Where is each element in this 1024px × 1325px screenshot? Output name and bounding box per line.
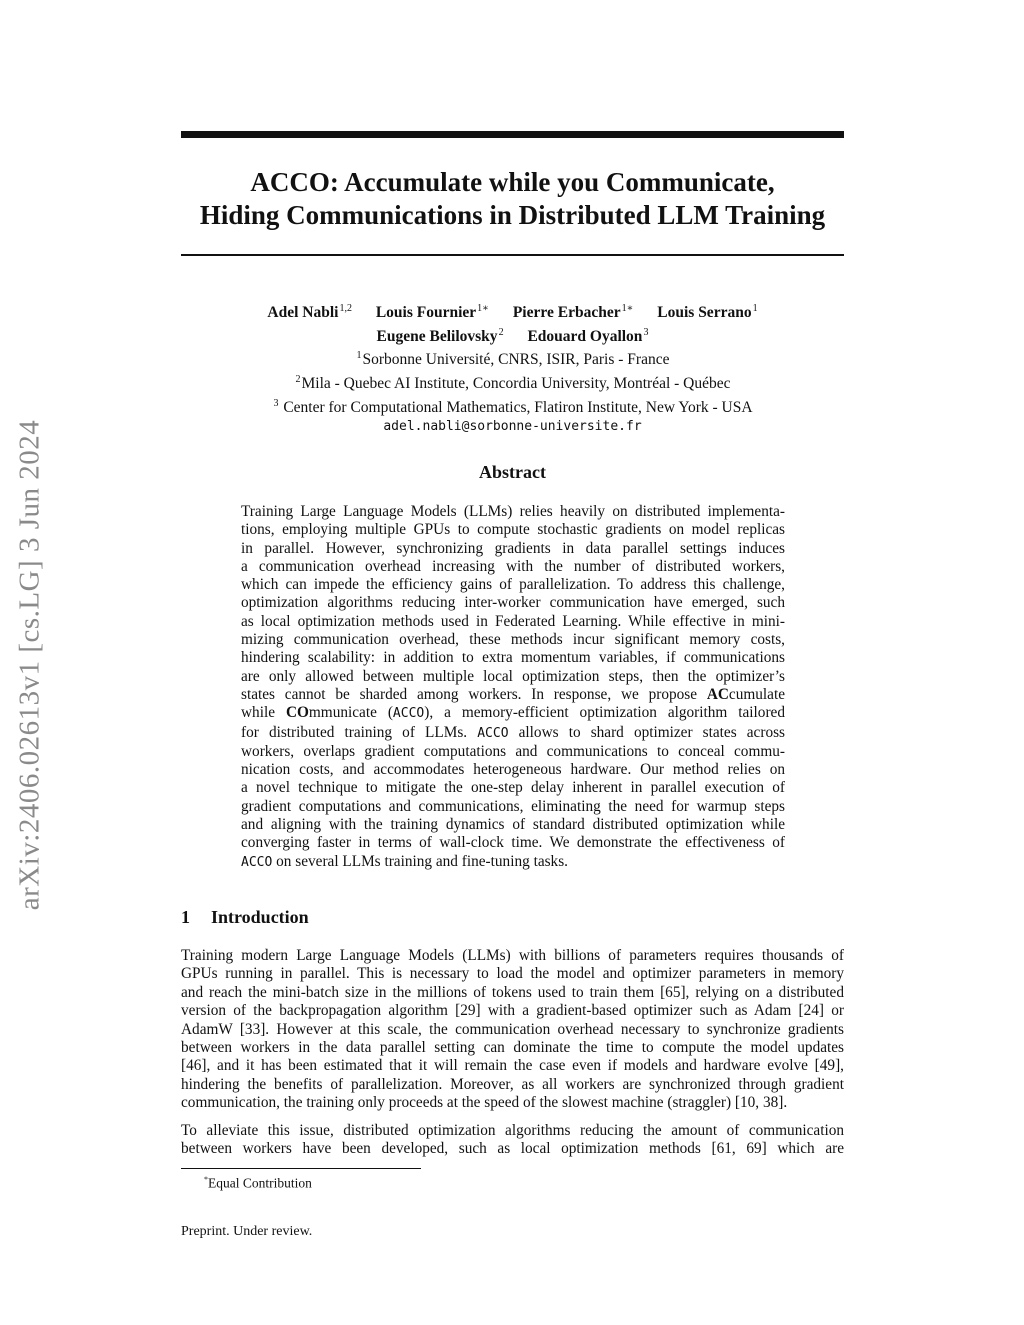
paragraph-line: communication, the training only proceeds at the speed of the slowest machine (straggler) [10, 38].: [181, 1094, 788, 1112]
preprint-notice: Preprint. Under review.: [181, 1224, 313, 1239]
author-email[interactable]: adel.nabli@sorbonne-universite.fr: [383, 419, 642, 435]
abstract-line: in parallel. However, synchronizing gradients in data parallel settings induces: [241, 539, 785, 557]
abstract-heading: Abstract: [479, 462, 546, 482]
author: Louis Serrano$^1$: [657, 303, 758, 322]
abstract-line: optimization algorithms reducing inter-worker communication have emerged, such: [241, 594, 785, 612]
footnote-rule: [181, 1168, 421, 1169]
footnote: *Equal Contribution: [204, 1175, 312, 1191]
affiliation: $^1$Sorbonne Université, CNRS, ISIR, Paris - France: [356, 350, 670, 369]
paragraph-line: [46], and it has been estimated that it will remain the case even if models and hardware evolve [49],: [181, 1057, 844, 1075]
section-number: 1: [181, 907, 190, 927]
author: Pierre Erbacher$^{1∗}$: [512, 303, 634, 322]
paragraph-line: To alleviate this issue, distributed optimization algorithms reducing the amount of communication: [181, 1122, 844, 1139]
abstract-body: [241, 503, 785, 872]
section-heading: [181, 907, 844, 928]
abstract-line: tions, employing multiple GPUs to compute stochastic gradients on model replicas: [241, 521, 785, 539]
affiliation: $^2$Mila - Quebec AI Institute, Concordia University, Montréal - Québec: [295, 373, 731, 393]
affiliation: $^3$ Center for Computational Mathematics, Flatiron Institute, New York - USA: [273, 397, 753, 416]
paragraph-line: GPUs running in parallel. This is necessary to load the model and optimizer parameters in memory: [181, 965, 844, 983]
abstract-line: Training Large Language Models (LLMs) relies heavily on distributed implementa-: [241, 503, 785, 520]
paragraph-line: between workers in the data parallel setting can dominate the time to compute the model updates: [181, 1039, 844, 1057]
abstract-line: a novel technique to mitigate the one-step delay inherent in parallel execution of: [241, 779, 785, 797]
intro-paragraph-2: [181, 1122, 844, 1159]
paper-title: [181, 166, 844, 232]
title-line-1: ACCO: Accumulate while you Communicate,: [250, 167, 775, 197]
abstract-line: states cannot be sharded among workers. In response, we propose ACcumulate: [241, 685, 785, 703]
abstract-line: are only allowed between multiple local optimization steps, then the optimizer’s: [241, 667, 785, 685]
arxiv-stamp: [10, 370, 50, 960]
abstract-line: a communication overhead increasing with the number of distributed workers,: [241, 557, 785, 575]
abstract-line: converging faster in terms of wall-clock time. We demonstrate the effectiveness of: [241, 834, 785, 852]
abstract-line: which can impede the efficiency gains of parallelization. To address this challenge,: [241, 576, 785, 594]
author-line-1: [181, 299, 844, 323]
title-line-2: Hiding Communications in Distributed LLM Training: [199, 200, 826, 230]
author: Louis Fournier$^{1∗}$: [375, 303, 489, 322]
abstract-line: and aligning with the training dynamics of standard distributed optimization while: [241, 816, 785, 834]
author: Edouard Oyallon$^3$: [527, 326, 649, 345]
author: Eugene Belilovsky$^2$: [376, 326, 504, 345]
intro-paragraph-1: [181, 947, 844, 1113]
abstract-line: nication costs, and accommodates heterogeneous hardware. Our method relies on: [241, 761, 785, 779]
abstract-line: ACCO on several LLMs training and fine-tuning tasks.: [241, 852, 568, 870]
author: Adel Nabli$^{1,2}$: [267, 303, 352, 322]
paragraph-line: between workers have been developed, such as local optimization methods [61, 69] which are: [181, 1140, 844, 1158]
paragraph-line: hindering the benefits of parallelization. Moreover, as all workers are synchronized through gradient: [181, 1075, 844, 1093]
abstract-line: hindering scalability: in addition to extra momentum variables, if communications: [241, 649, 785, 667]
abstract-line: workers, overlaps gradient computations and communications to conceal commu-: [241, 742, 785, 760]
arxiv-id: arXiv:2406.02613v1 [cs.LG] 3 Jun 2024: [13, 419, 46, 911]
abstract-line: while COmmunicate (ACCO), a memory-efficient optimization algorithm tailored: [241, 704, 785, 722]
paragraph-line: AdamW [33]. However at this scale, the communication overhead necessary to synchronize gradients: [181, 1020, 844, 1038]
abstract-line: mizing communication overhead, these methods incur significant memory costs,: [241, 631, 785, 649]
abstract-line: for distributed training of LLMs. ACCO allows to shard optimizer states across: [241, 723, 785, 741]
paragraph-line: version of the backpropagation algorithm [29] with a gradient-based optimizer such as Adam [24] or: [181, 1002, 844, 1020]
author-line-2: [181, 323, 844, 347]
paragraph-line: Training modern Large Language Models (LLMs) with billions of parameters requires thousands of: [181, 947, 844, 964]
abstract-line: gradient computations and communications, eliminating the need for warmup steps: [241, 797, 785, 815]
author-block: [181, 299, 844, 437]
paragraph-line: and reach the mini-batch size in the millions of tokens used to train them [65], relying on a distributed: [181, 983, 844, 1001]
title-rule-bottom: [181, 254, 844, 256]
abstract-line: as local optimization methods used in Federated Learning. While effective in mini-: [241, 612, 785, 630]
section-title: Introduction: [211, 907, 309, 927]
title-rule-top: [181, 131, 844, 138]
